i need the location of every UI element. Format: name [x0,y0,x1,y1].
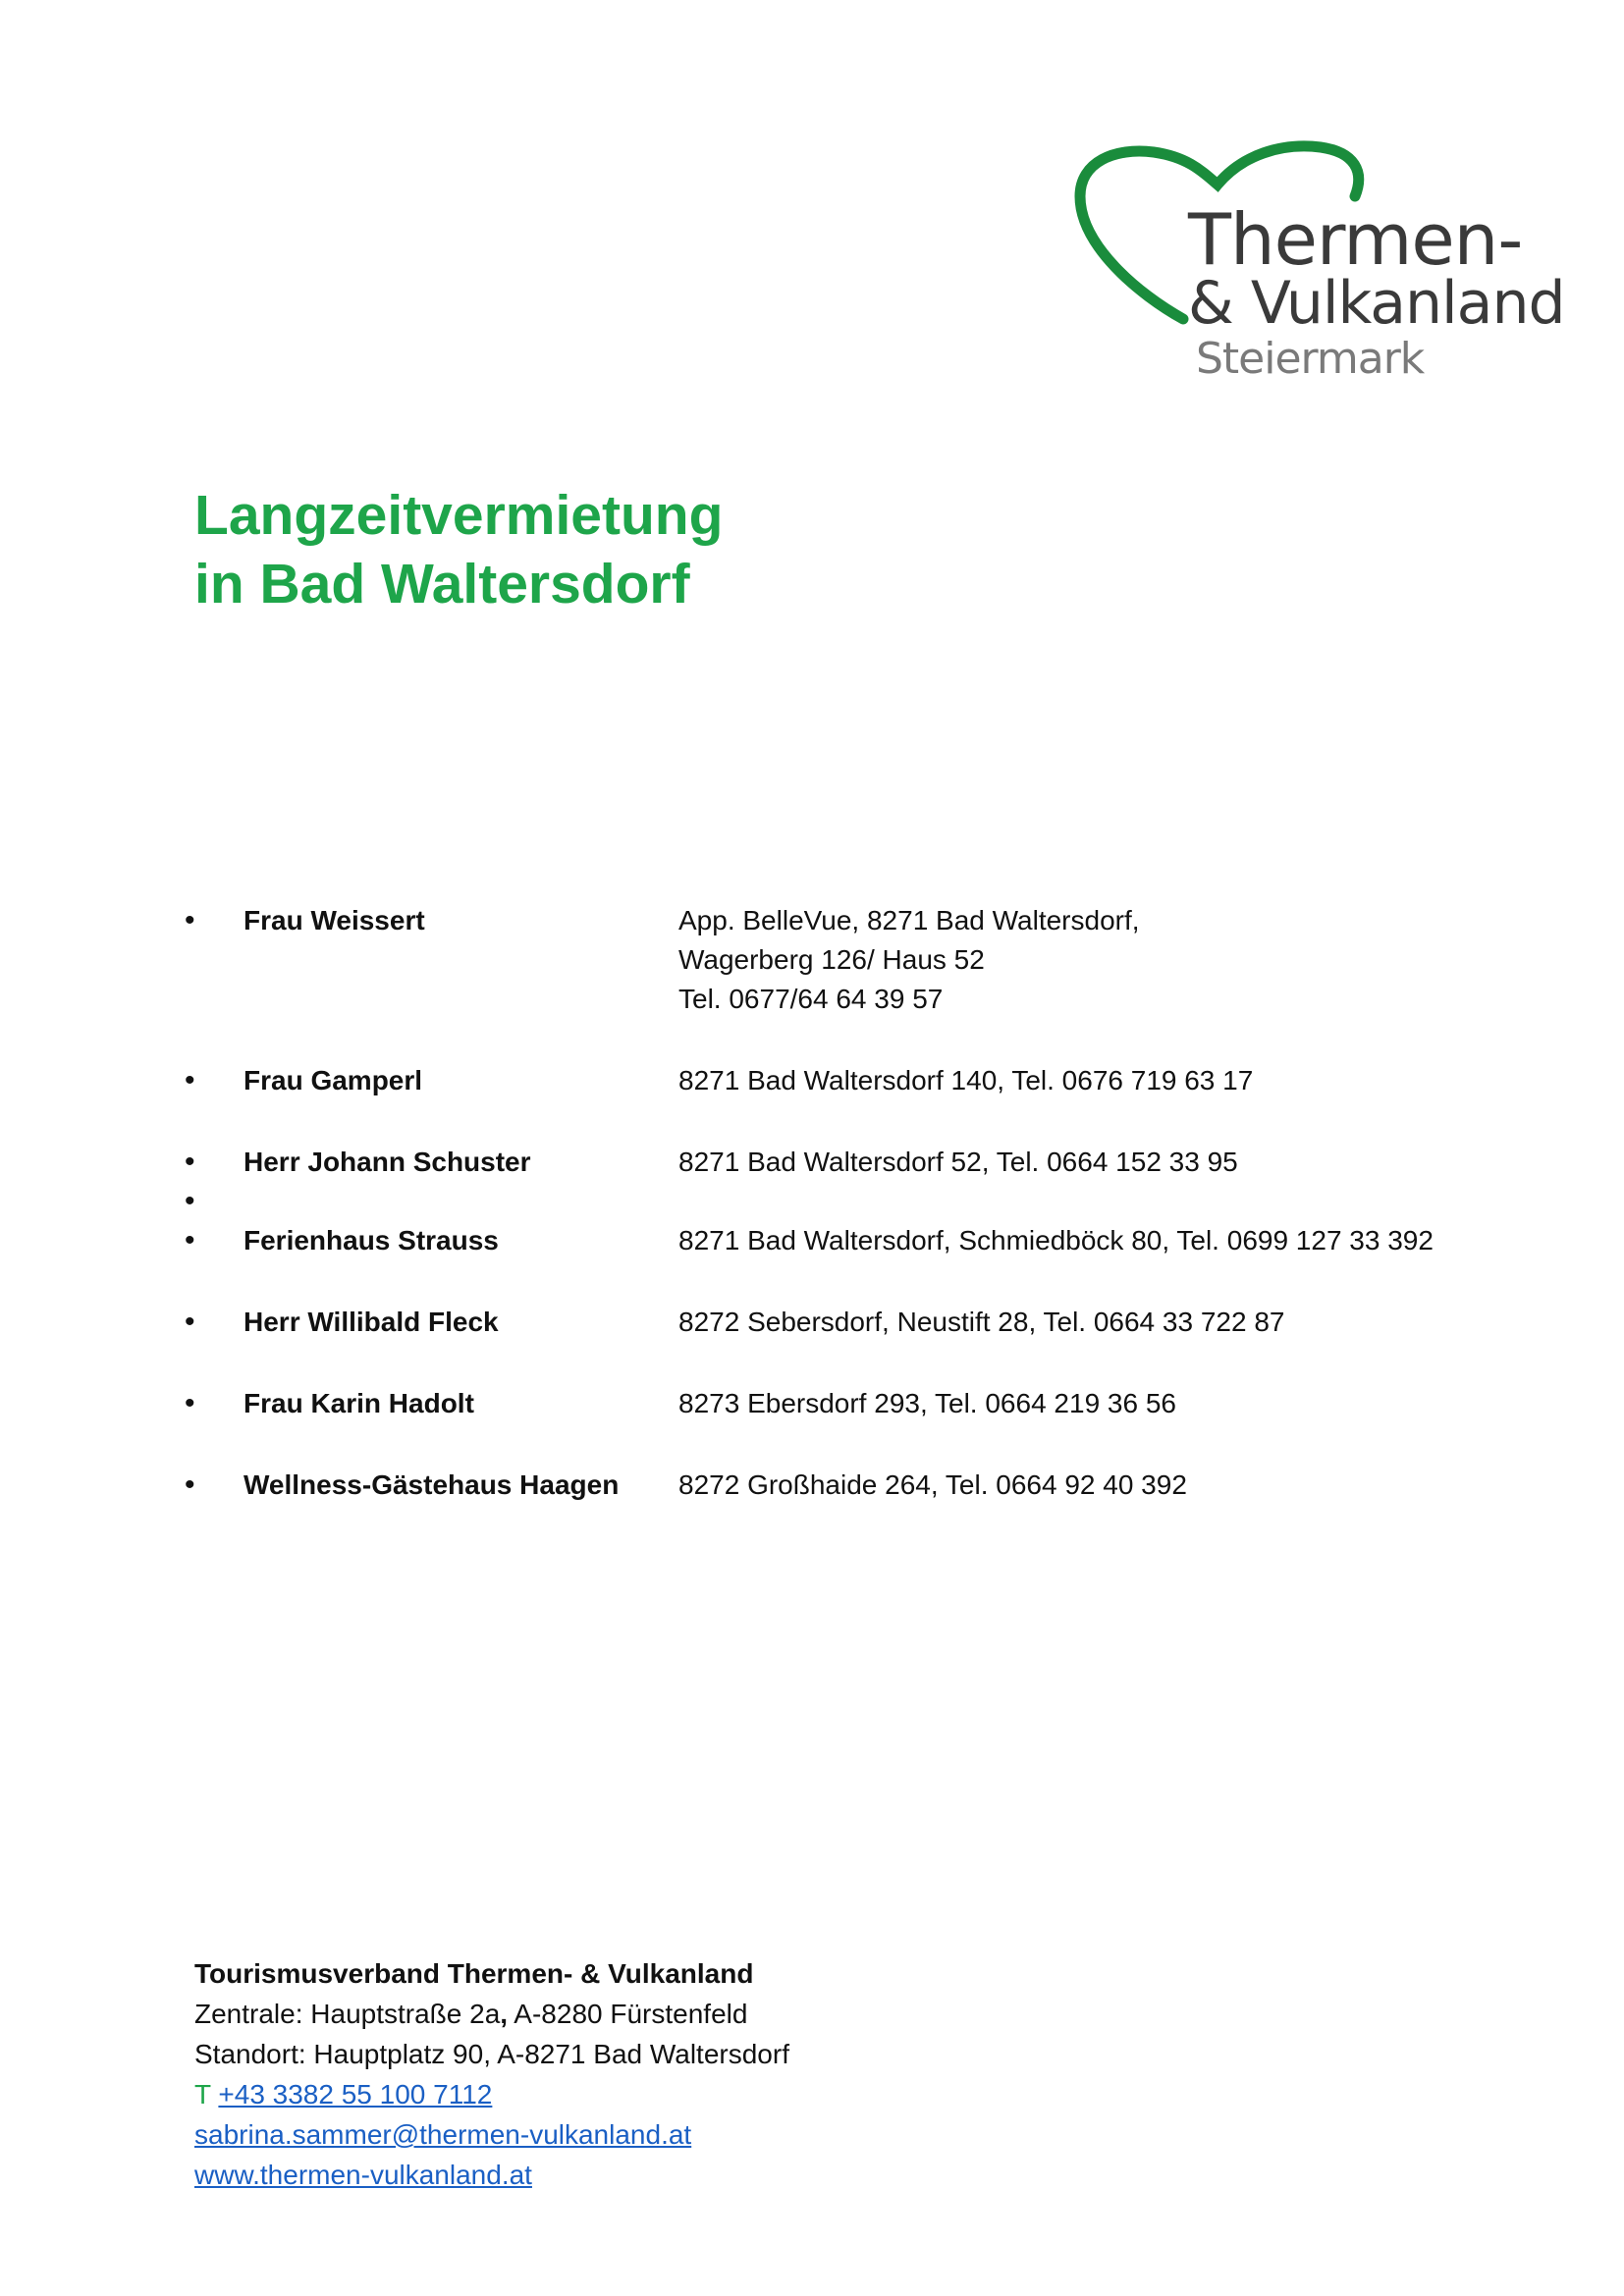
contact-item-gamperl [185,1061,1579,1100]
logo [1060,137,1565,393]
contact-name: Frau Karin Hadolt [244,1388,474,1418]
contact-address-line: 8273 Ebersdorf 293, Tel. 0664 219 36 56 [678,1388,1176,1418]
footer-zentrale-street: Zentrale: Hauptstraße 2a [194,1999,501,2029]
website-link[interactable]: www.thermen-vulkanland.at [194,2160,532,2190]
contact-list [185,901,1579,1505]
phone-label: T [194,2079,211,2109]
bullet-icon: • [185,904,195,936]
contact-address [678,901,1579,1019]
contact-address-line: 8271 Bad Waltersdorf, Schmiedböck 80, Tel. 0699 127 33 392 [678,1225,1434,1255]
contact-address [678,1061,1579,1100]
contact-address [678,1143,1579,1182]
contact-address [678,1466,1579,1505]
contact-name: Ferienhaus Strauss [244,1225,499,1255]
contact-address-line: Tel. 0677/64 64 39 57 [678,984,944,1014]
contact-item-haagen [185,1466,1579,1505]
bullet-icon: • [185,1224,195,1256]
contact-name: Herr Willibald Fleck [244,1307,499,1337]
footer-standort: Standort: Hauptplatz 90, A-8271 Bad Waltersdorf [194,2039,789,2069]
contact-address-line: App. BelleVue, 8271 Bad Waltersdorf, [678,905,1140,935]
bullet-icon: • [185,1064,195,1096]
footer-zentrale-city: A-8280 Fürstenfeld [508,1999,748,2029]
contact-item-empty [185,1182,1579,1221]
page-title [194,481,723,618]
bullet-icon: • [185,1146,195,1178]
contact-address [678,1221,1579,1260]
bullet-icon: • [185,1306,195,1338]
contact-item-hadolt [185,1384,1579,1423]
logo-text-thermen: Thermen- [1188,198,1523,281]
contact-address-line: Wagerberg 126/ Haus 52 [678,944,985,975]
footer-organization: Tourismusverband Thermen- & Vulkanland [194,1958,754,1989]
footer-zentrale-comma: , [500,1999,509,2029]
contact-address [678,1384,1579,1423]
contact-item-schuster [185,1143,1579,1182]
contact-address [678,1303,1579,1342]
contact-address-line: 8271 Bad Waltersdorf 52, Tel. 0664 152 33 95 [678,1147,1238,1177]
footer-zentrale [194,1994,789,2034]
contact-address-line: 8272 Großhaide 264, Tel. 0664 92 40 392 [678,1469,1187,1500]
logo-text-steiermark: Steiermark [1196,334,1425,384]
bullet-icon: • [185,1387,195,1419]
email-link[interactable]: sabrina.sammer@thermen-vulkanland.at [194,2119,692,2150]
contact-address-line: 8271 Bad Waltersdorf 140, Tel. 0676 719 63 17 [678,1065,1254,1095]
contact-address-line: 8272 Sebersdorf, Neustift 28, Tel. 0664 33 722 87 [678,1307,1285,1337]
contact-name: Herr Johann Schuster [244,1147,531,1177]
page-title-line-2: in Bad Waltersdorf [194,553,690,615]
contact-name: Frau Weissert [244,905,425,935]
footer-phone-row [194,2074,789,2114]
contact-name: Frau Gamperl [244,1065,423,1095]
page-title-line-1: Langzeitvermietung [194,484,724,547]
contact-item-weissert [185,901,1579,1019]
bullet-icon: • [185,1468,195,1501]
contact-item-fleck [185,1303,1579,1342]
bullet-icon: • [185,1185,195,1217]
footer-contact [194,1953,789,2195]
logo-text-vulkanland: & Vulkanland [1188,269,1565,338]
phone-link[interactable]: +43 3382 55 100 7112 [218,2079,493,2109]
contact-name: Wellness-Gästehaus Haagen [244,1469,620,1500]
contact-item-strauss [185,1221,1579,1260]
